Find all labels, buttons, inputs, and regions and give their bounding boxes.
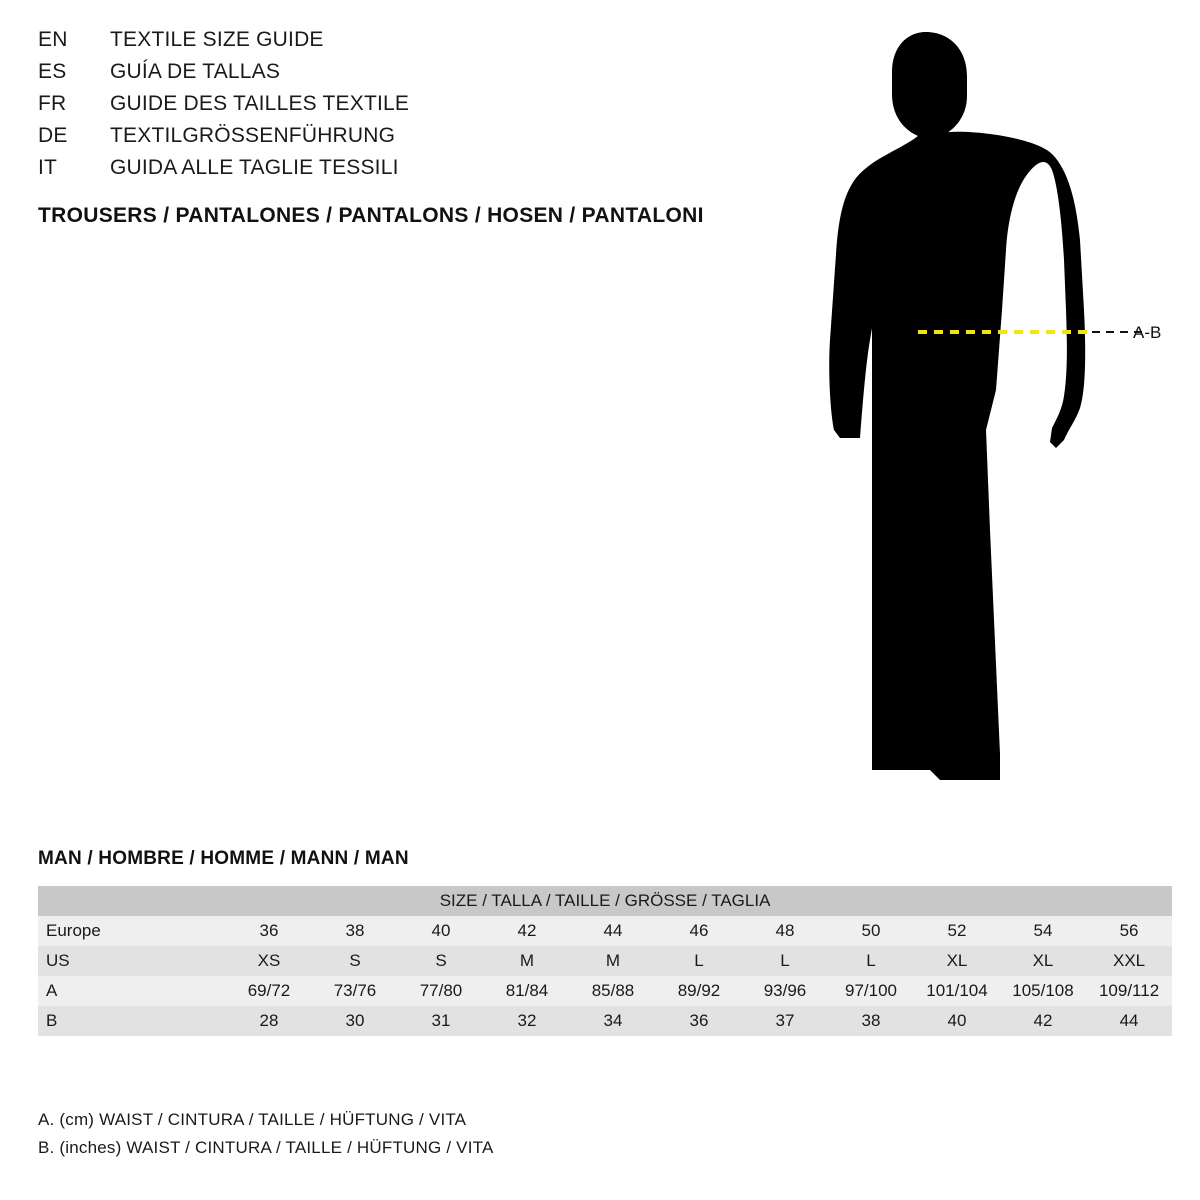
table-cell: S bbox=[398, 946, 484, 976]
table-cell: 46 bbox=[656, 916, 742, 946]
language-header-block bbox=[38, 28, 798, 228]
table-cell: 40 bbox=[914, 1006, 1000, 1036]
table-cell: 42 bbox=[484, 916, 570, 946]
table-row bbox=[38, 946, 1172, 976]
footnotes-block bbox=[38, 1106, 938, 1162]
table-cell: L bbox=[656, 946, 742, 976]
table-cell: 50 bbox=[828, 916, 914, 946]
table-row bbox=[38, 916, 1172, 946]
table-cell: XXL bbox=[1086, 946, 1172, 976]
table-cell: 93/96 bbox=[742, 976, 828, 1006]
language-row bbox=[38, 28, 798, 60]
language-title: GUÍA DE TALLAS bbox=[110, 60, 281, 83]
table-header-row bbox=[38, 886, 1172, 916]
table-cell: 34 bbox=[570, 1006, 656, 1036]
table-cell: 77/80 bbox=[398, 976, 484, 1006]
table-cell: L bbox=[828, 946, 914, 976]
table-cell: 48 bbox=[742, 916, 828, 946]
table-cell: M bbox=[484, 946, 570, 976]
measure-label-ab: A-B bbox=[1133, 323, 1162, 342]
language-title: GUIDE DES TAILLES TEXTILE bbox=[110, 92, 410, 115]
table-cell: M bbox=[570, 946, 656, 976]
language-code: FR bbox=[38, 92, 67, 115]
table-cell: XS bbox=[226, 946, 312, 976]
table-cell: 37 bbox=[742, 1006, 828, 1036]
language-title: GUIDA ALLE TAGLIE TESSILI bbox=[110, 156, 399, 179]
table-cell: 32 bbox=[484, 1006, 570, 1036]
male-silhouette-svg bbox=[800, 10, 1200, 800]
table-cell: L bbox=[742, 946, 828, 976]
language-code: IT bbox=[38, 156, 58, 179]
language-row bbox=[38, 92, 798, 124]
footnote-b: B. (inches) WAIST / CINTURA / TAILLE / HÜFTUNG / VITA bbox=[38, 1138, 494, 1157]
table-row bbox=[38, 976, 1172, 1006]
table-cell: 105/108 bbox=[1000, 976, 1086, 1006]
table-cell: 42 bbox=[1000, 1006, 1086, 1036]
row-label: Europe bbox=[38, 916, 226, 946]
row-label: B bbox=[38, 1006, 226, 1036]
table-cell: XL bbox=[1000, 946, 1086, 976]
table-cell: 81/84 bbox=[484, 976, 570, 1006]
table-cell: 44 bbox=[1086, 1006, 1172, 1036]
table-cell: 36 bbox=[656, 1006, 742, 1036]
language-row bbox=[38, 124, 798, 156]
table-cell: 40 bbox=[398, 916, 484, 946]
figure-illustration bbox=[800, 10, 1200, 800]
language-code: EN bbox=[38, 28, 68, 51]
table-cell: XL bbox=[914, 946, 1000, 976]
table-cell: 44 bbox=[570, 916, 656, 946]
language-title: TEXTILE SIZE GUIDE bbox=[110, 28, 324, 51]
table-cell: 97/100 bbox=[828, 976, 914, 1006]
language-code: ES bbox=[38, 60, 67, 83]
table-cell: 28 bbox=[226, 1006, 312, 1036]
footnote-a: A. (cm) WAIST / CINTURA / TAILLE / HÜFTUNG / VITA bbox=[38, 1110, 467, 1129]
table-cell: 54 bbox=[1000, 916, 1086, 946]
table-cell: S bbox=[312, 946, 398, 976]
gender-title: MAN / HOMBRE / HOMME / MANN / MAN bbox=[38, 848, 409, 869]
row-label: US bbox=[38, 946, 226, 976]
table-cell: 38 bbox=[312, 916, 398, 946]
table-cell: 69/72 bbox=[226, 976, 312, 1006]
language-code: DE bbox=[38, 124, 68, 147]
table-cell: 31 bbox=[398, 1006, 484, 1036]
size-table bbox=[38, 886, 1172, 1036]
table-cell: 52 bbox=[914, 916, 1000, 946]
row-label: A bbox=[38, 976, 226, 1006]
table-cell: 101/104 bbox=[914, 976, 1000, 1006]
table-cell: 56 bbox=[1086, 916, 1172, 946]
table-cell: 30 bbox=[312, 1006, 398, 1036]
table-cell: 109/112 bbox=[1086, 976, 1172, 1006]
garment-type-title: TROUSERS / PANTALONES / PANTALONS / HOSEN / PANTALONI bbox=[38, 204, 704, 227]
table-header-label: SIZE / TALLA / TAILLE / GRÖSSE / TAGLIA bbox=[38, 886, 1172, 916]
table-cell: 85/88 bbox=[570, 976, 656, 1006]
silhouette-body bbox=[829, 132, 1085, 780]
table-cell: 89/92 bbox=[656, 976, 742, 1006]
table-cell: 73/76 bbox=[312, 976, 398, 1006]
language-title: TEXTILGRÖSSENFÜHRUNG bbox=[110, 124, 396, 147]
size-table-section bbox=[38, 848, 1166, 1036]
table-cell: 38 bbox=[828, 1006, 914, 1036]
table-row bbox=[38, 1006, 1172, 1036]
language-row bbox=[38, 60, 798, 92]
table-cell: 36 bbox=[226, 916, 312, 946]
language-row bbox=[38, 156, 798, 188]
